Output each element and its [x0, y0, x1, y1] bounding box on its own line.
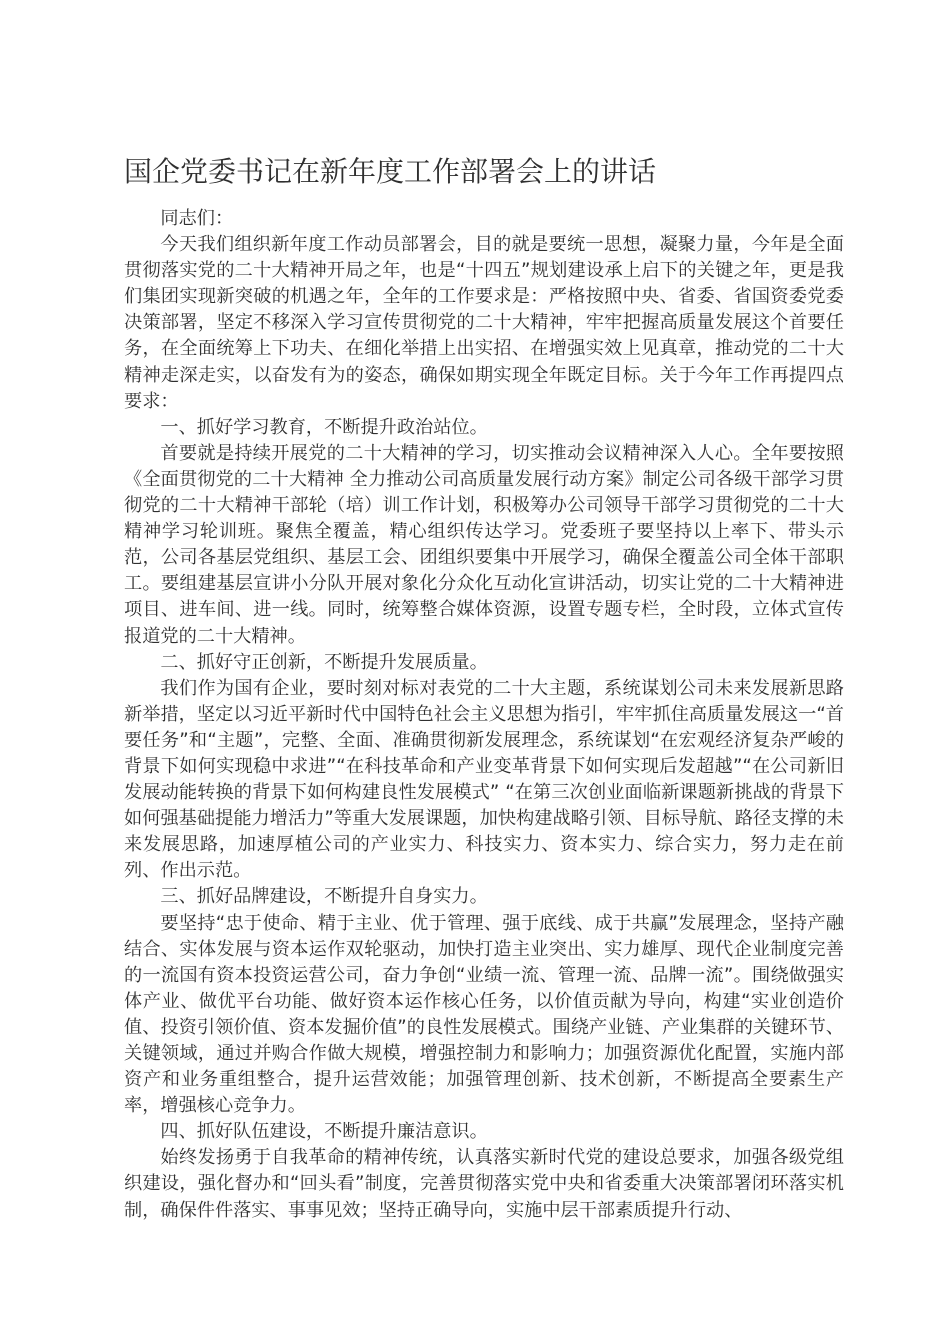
section-heading-2: 二、抓好守正创新，不断提升发展质量。 — [160, 651, 488, 673]
section-body-4: 始终发扬勇于自我革命的精神传统，认真落实新时代党的建设总要求，加强各级党组织建设，强化督办和“回头看”制度，完善贯彻落实党中央和省委重大决策部署闭环落实机制，确保件件落实、事事见效；坚持正确导向，实施中层干部素质提升行动、 — [124, 1147, 844, 1221]
intro-paragraph: 今天我们组织新年度工作动员部署会，目的就是要统一思想，凝聚力量，今年是全面贯彻落实党的二十大精神开局之年，也是“十四五”规划建设承上启下的关键之年，更是我们集团实现新突破的机遇之年，全年的工作要求是：严格按照中央、省委、省国资委党委决策部署，坚定不移深入学习宣传贯彻党的二十大精神，牢牢把握高质量发展这个首要任务，在全面统筹上下功夫、在细化举措上出实招、在增强实效上见真章，推动党的二十大精神走深走实，以奋发有为的姿态，确保如期实现全年既定目标。关于今年工作再提四点要求： — [124, 234, 844, 412]
section-body-2: 我们作为国有企业，要时刻对标对表党的二十大主题，系统谋划公司未来发展新思路新举措，坚定以习近平新时代中国特色社会主义思想为指引，牢牢抓住高质量发展这一“首要任务”和“主题”，完整、全面、准确贯彻新发展理念，系统谋划“在宏观经济复杂严峻的背景下如何实现稳中求进”“在科技革命和产业变革背景下如何实现后发超越”“在公司新旧发展动能转换的背景下如何构建良性发展模式” “在第三次创业面临新课题新挑战的背景下如何强基础提能力增活力”等重大发展课题，加快构建战略引领、目标导航、路径支撑的未来发展思路，加速厚植公司的产业实力、科技实力、资本实力、综合实力，努力走在前列、作出示范。 — [124, 677, 844, 882]
document-title: 国企党委书记在新年度工作部署会上的讲话 — [124, 155, 657, 188]
section-heading-1: 一、抓好学习教育，不断提升政治站位。 — [160, 416, 488, 438]
section-body-1: 首要就是持续开展党的二十大精神的学习，切实推动会议精神深入人心。全年要按照《全面贯彻党的二十大精神 全力推动公司高质量发展行动方案》制定公司各级干部学习贯彻党的二十大精神干部轮（培）训工作计划，积极筹办公司领导干部学习贯彻党的二十大精神学习轮训班。聚焦全覆盖，精心组织传达学习。党委班子要坚持以上率下、带头示范，公司各基层党组织、基层工会、团组织要集中开展学习，确保全覆盖公司全体干部职工。要组建基层宣讲小分队开展对象化分众化互动化宣讲活动，切实让党的二十大精神进项目、进车间、进一线。同时，统筹整合媒体资源，设置专题专栏，全时段，立体式宣传报道党的二十大精神。 — [124, 442, 844, 647]
section-heading-4: 四、抓好队伍建设，不断提升廉洁意识。 — [160, 1121, 488, 1143]
salutation: 同志们： — [160, 208, 234, 229]
document-body — [124, 206, 844, 1224]
section-heading-3: 三、抓好品牌建设，不断提升自身实力。 — [160, 886, 488, 908]
section-body-3: 要坚持“忠于使命、精于主业、优于管理、强于底线、成于共赢”发展理念，坚持产融结合、实体发展与资本运作双轮驱动，加快打造主业突出、实力雄厚、现代企业制度完善的一流国有资本投资运营公司，奋力争创“业绩一流、管理一流、品牌一流”。围绕做强实体产业、做优平台功能、做好资本运作核心任务，以价值贡献为导向，构建“实业创造价值、投资引领价值、资本发掘价值”的良性发展模式。围绕产业链、产业集群的关键环节、关键领域，通过并购合作做大规模，增强控制力和影响力；加强资源优化配置，实施内部资产和业务重组整合，提升运营效能；加强管理创新、技术创新，不断提高全要素生产率，增强核心竞争力。 — [124, 912, 844, 1117]
